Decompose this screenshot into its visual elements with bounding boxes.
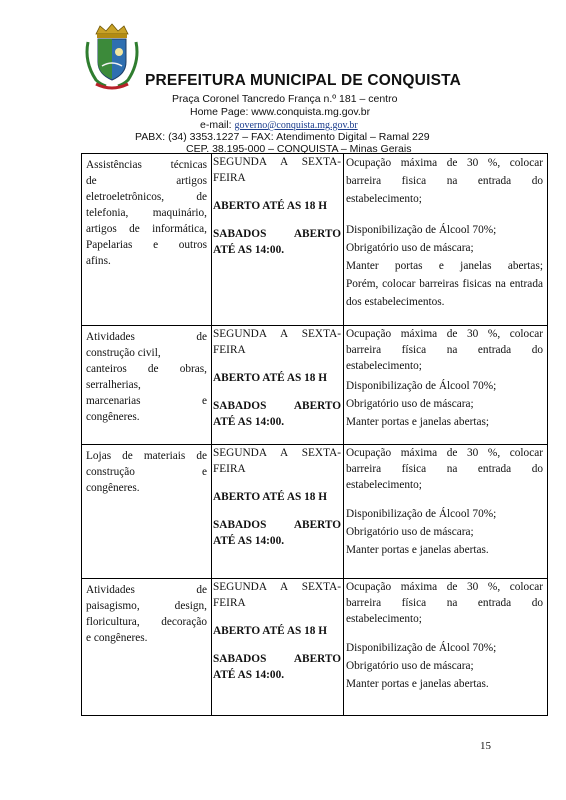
saturday-hours: SABADOS ABERTO <box>213 653 341 665</box>
measure-text: Ocupação máxima de 30 %, colocar barreira física na entrada do estabelecimento; <box>346 447 543 491</box>
hours-cell <box>212 445 344 579</box>
days-label: SEGUNDA A SEXTA- <box>213 328 341 340</box>
weekday-hours: ABERTO ATÉ AS 18 H <box>213 491 328 503</box>
saturday-hours: SABADOS ABERTO <box>213 519 341 531</box>
measure-text: Disponibilização de Álcool 70%; <box>346 508 497 520</box>
activity-line: Lojas de materiais de <box>86 450 207 462</box>
activity-line: construção e <box>86 466 207 478</box>
page-title: PREFEITURA MUNICIPAL DE CONQUISTA <box>145 72 462 89</box>
days-label: SEGUNDA A SEXTA- <box>213 447 341 459</box>
activity-line: congêneres. <box>86 482 140 494</box>
weekday-hours: ABERTO ATÉ AS 18 H <box>213 625 328 637</box>
activity-line: Atividades de <box>86 331 207 343</box>
measures-cell <box>344 154 548 326</box>
activity-line: Assistências técnicas <box>86 159 207 171</box>
activity-line: congêneres. <box>86 411 140 423</box>
measure-text: Ocupação máxima de 30 %, colocar barreira fisica na entrada do estabelecimento; <box>346 157 543 205</box>
measure-text: Porém, colocar barreiras fisicas na entrada dos estabelecimentos. <box>346 278 543 308</box>
regulation-table <box>81 153 548 716</box>
table-row <box>82 445 548 579</box>
header-email-line <box>200 119 358 131</box>
saturday-hours: ATÉ AS 14:00. <box>213 244 285 256</box>
measure-text: Obrigatório uso de máscara; <box>346 398 474 410</box>
table-row <box>82 326 548 445</box>
activity-cell <box>82 154 212 326</box>
activity-line: Atividades de <box>86 584 207 596</box>
measure-text: Manter portas e janelas abertas. <box>346 678 489 690</box>
saturday-hours: SABADOS ABERTO <box>213 400 341 412</box>
hours-cell <box>212 326 344 445</box>
measure-text: Ocupação máxima de 30 %, colocar barreira física na entrada do estabelecimento; <box>346 328 543 372</box>
measure-text: Manter portas e janelas abertas. <box>346 544 489 556</box>
activity-line: construção civil, <box>86 347 161 359</box>
activity-cell <box>82 579 212 716</box>
header-email-label: e-mail: <box>200 119 235 131</box>
measures-cell <box>344 579 548 716</box>
days-label: SEGUNDA A SEXTA- <box>213 581 341 593</box>
header-phone: PABX: (34) 3353.1227 – FAX: Atendimento Digital – Ramal 229 <box>135 131 430 143</box>
activity-cell <box>82 326 212 445</box>
hours-cell <box>212 579 344 716</box>
activity-line: afins. <box>86 255 111 267</box>
measure-text: Manter portas e janelas abertas; <box>346 260 543 272</box>
activity-line: Papelarias e outros <box>86 239 207 251</box>
measure-text: Disponibilização de Álcool 70%; <box>346 380 497 392</box>
weekday-hours: ABERTO ATÉ AS 18 H <box>213 372 328 384</box>
activity-line: eletroeletrônicos, de <box>86 191 207 203</box>
activity-line: serralherias, <box>86 379 141 391</box>
measures-cell <box>344 326 548 445</box>
saturday-hours: ATÉ AS 14:00. <box>213 669 285 681</box>
activity-line: canteiros de obras, <box>86 363 207 375</box>
activity-line: marcenarias e <box>86 395 207 407</box>
measure-text: Obrigatório uso de máscara; <box>346 660 474 672</box>
activity-cell <box>82 445 212 579</box>
activity-line: e congêneres. <box>86 632 148 644</box>
header-address: Praça Coronel Tancredo França n.º 181 – centro <box>172 93 398 105</box>
days-label: FEIRA <box>213 597 246 609</box>
municipal-crest-logo <box>82 22 142 92</box>
measure-text: Manter portas e janelas abertas; <box>346 416 490 428</box>
measure-text: Ocupação máxima de 30 %, colocar barreira física na entrada do estabelecimento; <box>346 581 543 625</box>
activity-line: artigos de informática, <box>86 223 207 235</box>
saturday-hours: SABADOS ABERTO <box>213 228 341 240</box>
saturday-hours: ATÉ AS 14:00. <box>213 416 285 428</box>
table-row <box>82 579 548 716</box>
days-label: FEIRA <box>213 172 246 184</box>
hours-cell <box>212 154 344 326</box>
table-row <box>82 154 548 326</box>
measures-cell <box>344 445 548 579</box>
header-homepage: Home Page: www.conquista.mg.gov.br <box>190 106 371 118</box>
activity-line: paisagismo, design, <box>86 600 207 612</box>
activity-line: floricultura, decoração <box>86 616 207 628</box>
activity-line: telefonia, maquinário, <box>86 207 207 219</box>
measure-text: Disponibilização de Álcool 70%; <box>346 224 497 236</box>
days-label: SEGUNDA A SEXTA- <box>213 156 341 168</box>
header-cep: CEP. 38.195-000 – CONQUISTA – Minas Gerais <box>186 143 412 155</box>
header-email-link[interactable]: governo@conquista.mg.gov.br <box>234 120 358 131</box>
days-label: FEIRA <box>213 463 246 475</box>
saturday-hours: ATÉ AS 14:00. <box>213 535 285 547</box>
page-number: 15 <box>480 740 491 752</box>
measure-text: Obrigatório uso de máscara; <box>346 242 474 254</box>
activity-line: de artigos <box>86 175 207 187</box>
days-label: FEIRA <box>213 344 246 356</box>
measure-text: Disponibilização de Álcool 70%; <box>346 642 497 654</box>
weekday-hours: ABERTO ATÉ AS 18 H <box>213 200 328 212</box>
measure-text: Obrigatório uso de máscara; <box>346 526 474 538</box>
